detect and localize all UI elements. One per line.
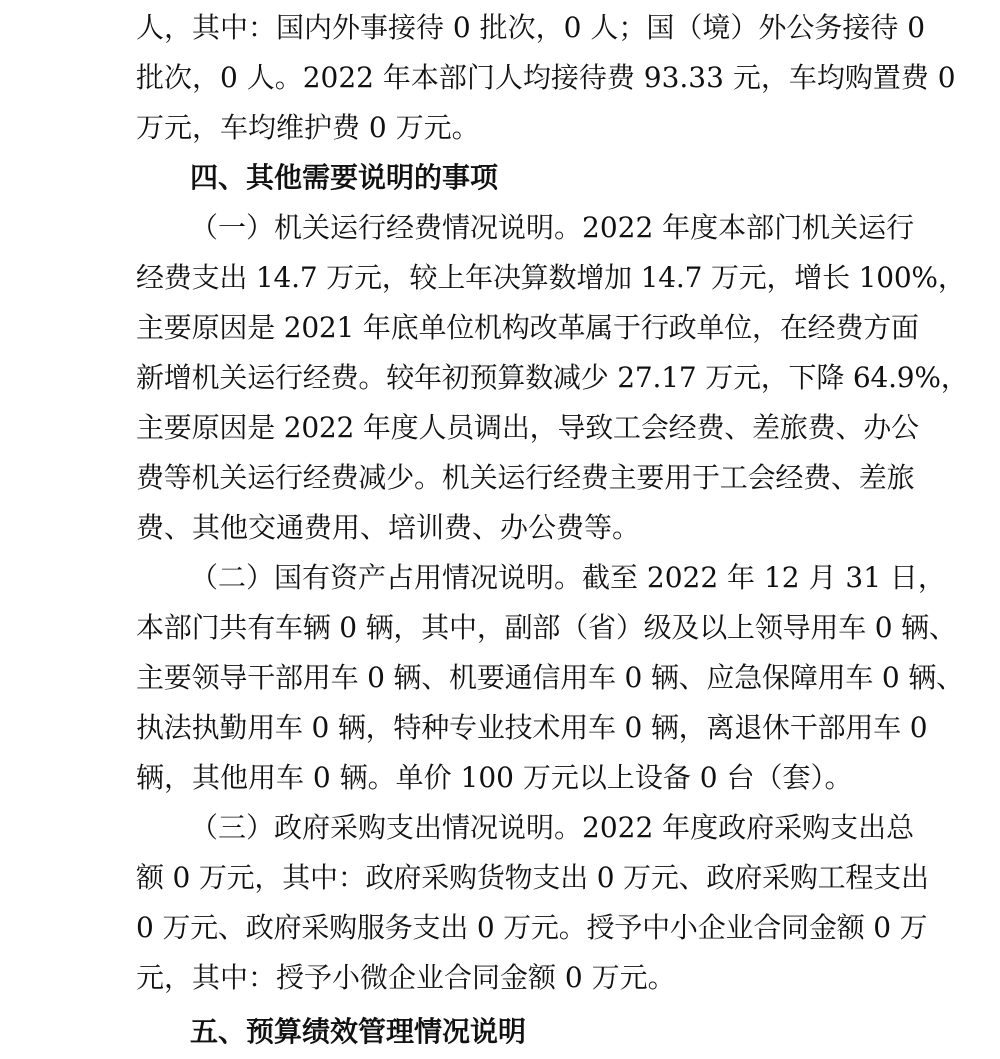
section-heading-four: 四、其他需要说明的事项 — [190, 161, 499, 194]
section-heading-five: 五、预算绩效管理情况说明 — [190, 1015, 527, 1048]
text-line: 费、其他交通费用、培训费、办公费等。 — [136, 511, 641, 544]
text-line: 经费支出 14.7 万元，较上年决算数增加 14.7 万元，增长 100%， — [136, 261, 966, 294]
text-line: 费等机关运行经费减少。机关运行经费主要用于工会经费、差旅 — [136, 461, 915, 494]
text-line: 新增机关运行经费。较年初预算数减少 27.17 万元，下降 64.9%， — [136, 361, 969, 394]
text-line: 批次，0 人。2022 年本部门人均接待费 93.33 元，车均购置费 0 — [136, 61, 956, 94]
text-line: 0 万元、政府采购服务支出 0 万元。授予中小企业合同金额 0 万 — [136, 911, 928, 944]
text-line: 主要领导干部用车 0 辆、机要通信用车 0 辆、应急保障用车 0 辆、 — [136, 661, 964, 694]
text-line: 额 0 万元，其中：政府采购货物支出 0 万元、政府采购工程支出 — [136, 861, 929, 894]
text-line: 辆，其他用车 0 辆。单价 100 万元以上设备 0 台（套）。 — [136, 761, 853, 794]
text-line: 主要原因是 2022 年度人员调出，导致工会经费、差旅费、办公 — [136, 411, 919, 444]
text-line: 执法执勤用车 0 辆，特种专业技术用车 0 辆，离退休干部用车 0 — [136, 711, 928, 744]
text-line: 人，其中：国内外事接待 0 批次，0 人；国（境）外公务接待 0 — [136, 11, 926, 44]
text-line: 主要原因是 2021 年底单位机构改革属于行政单位，在经费方面 — [136, 311, 919, 344]
subsection-line-one: （一）机关运行经费情况说明。2022 年度本部门机关运行 — [190, 211, 915, 244]
text-line: 元，其中：授予小微企业合同金额 0 万元。 — [136, 961, 676, 994]
text-line: 万元，车均维护费 0 万元。 — [136, 111, 480, 144]
subsection-line-two: （二）国有资产占用情况说明。截至 2022 年 12 月 31 日， — [190, 561, 946, 594]
text-line: 本部门共有车辆 0 辆，其中，副部（省）级及以上领导用车 0 辆、 — [136, 611, 957, 644]
subsection-line-three: （三）政府采购支出情况说明。2022 年度政府采购支出总 — [190, 811, 915, 844]
